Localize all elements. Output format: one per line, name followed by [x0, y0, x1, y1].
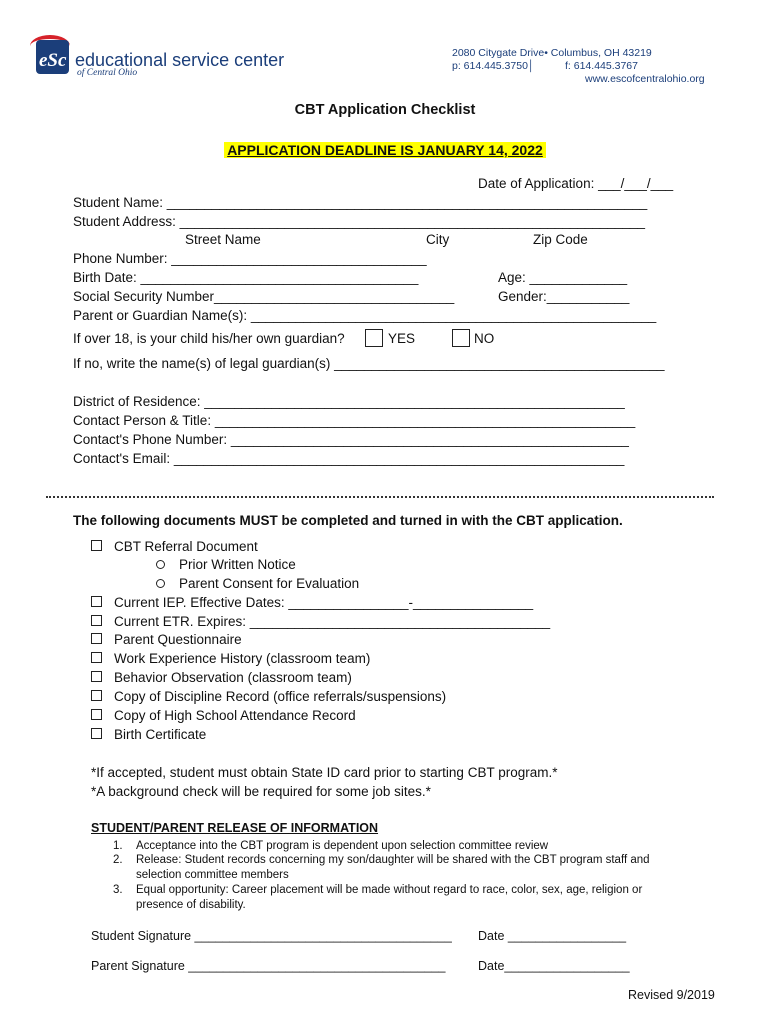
birth-date-field[interactable]: Birth Date: _____________________________________: [73, 270, 419, 285]
revised-date: Revised 9/2019: [628, 988, 715, 1002]
checkbox-icon[interactable]: [91, 615, 102, 626]
logo-name: educational service center: [75, 50, 285, 70]
checkbox-icon[interactable]: [91, 709, 102, 720]
contact-person-field[interactable]: Contact Person & Title: ________________________________________________________: [73, 413, 636, 428]
checklist-item[interactable]: Current IEP. Effective Dates: ________________-________________: [91, 595, 533, 610]
header-fax: f: 614.445.3767: [565, 60, 638, 72]
sub-item: Parent Consent for Evaluation: [156, 576, 359, 591]
circle-bullet-icon: [156, 579, 165, 588]
release-item-num: 1.: [113, 840, 123, 852]
release-item-text: Acceptance into the CBT program is dependent upon selection committee review: [136, 840, 549, 852]
student-address-field[interactable]: Student Address: ______________________________________________________________: [73, 214, 646, 229]
parent-signature-field[interactable]: Parent Signature _____________________________________: [91, 959, 446, 973]
checkbox-icon[interactable]: [91, 596, 102, 607]
release-item-num: 2.: [113, 854, 123, 866]
student-date-field[interactable]: Date _________________: [478, 929, 627, 943]
page-title: CBT Application Checklist: [294, 102, 476, 118]
note-background-check: *A background check will be required for some job sites.*: [91, 784, 431, 799]
deadline-banner: [0, 142, 770, 160]
phone-number-field[interactable]: Phone Number: __________________________________: [73, 251, 427, 266]
legal-guardian-field[interactable]: If no, write the name(s) of legal guardian(s) ____________________________________________: [73, 356, 665, 371]
checkbox-icon[interactable]: [91, 633, 102, 644]
contact-phone-field[interactable]: Contact's Phone Number: _____________________________________________________: [73, 432, 629, 447]
checkbox-icon[interactable]: [91, 671, 102, 682]
checklist-item[interactable]: Current ETR. Expires: ________________________________________: [91, 614, 550, 629]
release-heading: STUDENT/PARENT RELEASE OF INFORMATION: [91, 821, 379, 835]
checkbox-icon[interactable]: [91, 652, 102, 663]
gender-field[interactable]: Gender:___________: [498, 289, 630, 304]
date-of-application[interactable]: Date of Application: ___/___/___: [478, 176, 674, 191]
checklist-item[interactable]: Parent Questionnaire: [91, 632, 242, 647]
sub-item: Prior Written Notice: [156, 557, 296, 572]
header-phone: p: 614.445.3750│: [452, 60, 535, 72]
no-checkbox[interactable]: [452, 329, 470, 347]
parent-guardian-field[interactable]: Parent or Guardian Name(s): ______________________________________________________: [73, 308, 657, 323]
checkbox-icon[interactable]: [91, 728, 102, 739]
contact-email-field[interactable]: Contact's Email: ____________________________________________________________: [73, 451, 625, 466]
circle-bullet-icon: [156, 560, 165, 569]
yes-label: YES: [388, 331, 416, 346]
city-label: City: [426, 232, 450, 247]
over-18-question: If over 18, is your child his/her own guardian?: [73, 331, 345, 346]
checkbox-icon[interactable]: [91, 690, 102, 701]
logo-letters: eSc: [39, 50, 67, 71]
street-name-label: Street Name: [185, 232, 261, 247]
header-address: 2080 Citygate Drive• Columbus, OH 43219: [452, 47, 652, 59]
ssn-field[interactable]: Social Security Number________________________________: [73, 289, 455, 304]
divider: [46, 496, 714, 498]
checklist-item[interactable]: Copy of High School Attendance Record: [91, 708, 356, 723]
checklist-item[interactable]: CBT Referral Document: [91, 539, 258, 554]
parent-date-field[interactable]: Date__________________: [478, 959, 630, 973]
logo-subtitle: of Central Ohio: [77, 68, 138, 78]
student-signature-field[interactable]: Student Signature _____________________________________: [91, 929, 452, 943]
release-item-text: Equal opportunity: Career placement will be made without regard to race, color, sex, age, religion or: [136, 884, 643, 896]
yes-checkbox[interactable]: [365, 329, 383, 347]
deadline-text: APPLICATION DEADLINE IS JANUARY 14, 2022: [224, 142, 546, 158]
checkbox-icon[interactable]: [91, 540, 102, 551]
note-state-id: *If accepted, student must obtain State ID card prior to starting CBT program.*: [91, 765, 558, 780]
no-label: NO: [474, 331, 495, 346]
checklist-item[interactable]: Copy of Discipline Record (office referrals/suspensions): [91, 689, 446, 704]
release-item-text: presence of disability.: [136, 899, 246, 911]
release-item-text: selection committee members: [136, 869, 289, 881]
header-website[interactable]: www.escofcentralohio.org: [585, 73, 705, 85]
student-name-field[interactable]: Student Name: ________________________________________________________________: [73, 195, 648, 210]
checklist-item[interactable]: Birth Certificate: [91, 727, 206, 742]
age-field[interactable]: Age: _____________: [498, 270, 628, 285]
checklist-item[interactable]: Work Experience History (classroom team): [91, 651, 370, 666]
district-field[interactable]: District of Residence: ________________________________________________________: [73, 394, 625, 409]
checklist-item[interactable]: Behavior Observation (classroom team): [91, 670, 352, 685]
zip-code-label: Zip Code: [533, 232, 588, 247]
release-item-text: Release: Student records concerning my son/daughter will be shared with the CBT program staff and: [136, 854, 650, 866]
documents-heading: The following documents MUST be completed and turned in with the CBT application.: [73, 513, 623, 528]
release-item-num: 3.: [113, 884, 123, 896]
